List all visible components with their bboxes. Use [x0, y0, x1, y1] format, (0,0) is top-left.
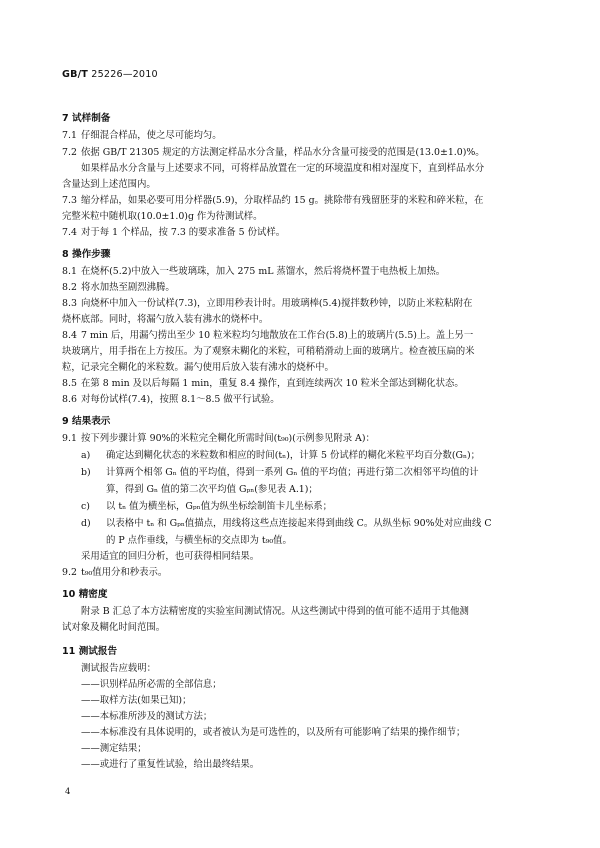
list-text-line: 的 P 点作垂线，与横坐标的交点即为 t₉₀值。: [106, 535, 292, 546]
clause-8-5: [62, 378, 464, 389]
clause-7-4: [62, 227, 285, 238]
clause-text-line: 块玻璃片，用手指在上方按压。为了观察未糊化的米粒，可稍稍滑动上面的玻璃片。检查被压扁的米: [62, 346, 475, 357]
page-number: 4: [65, 787, 71, 797]
clause-text: 对每份试样(7.4)，按照 8.1～8.5 做平行试验。: [81, 394, 280, 405]
section-8-title: 8 操作步骤: [62, 249, 111, 260]
clause-9-1: [62, 433, 375, 444]
clause-9-2: [62, 567, 167, 578]
clause-7-1: [62, 130, 222, 141]
list-item: ——本标准所涉及的测试方法；: [81, 711, 213, 722]
clause-text: 7 min 后，用漏勺捞出至少 10 粒米粒均匀地散放在工作台(5.8)上的玻璃片(5.5)上。盖上另一: [81, 330, 474, 341]
standard-header: [62, 69, 158, 80]
clause-number: 9.1: [62, 433, 77, 444]
clause-number: 9.2: [62, 567, 77, 578]
list-item-d: [81, 518, 492, 529]
section-9-title: 9 结果表示: [62, 416, 111, 427]
clause-text: 仔细混合样品，使之尽可能均匀。: [81, 130, 222, 141]
clause-text-line: 完整米粒中随机取(10.0±1.0)g 作为待测试样。: [62, 211, 263, 222]
list-label: a): [81, 450, 91, 461]
clause-text: 对于每 1 个样品，按 7.3 的要求准备 5 份试样。: [81, 227, 286, 238]
clause-8-3: [62, 298, 472, 309]
clause-text: 将水加热至剧烈沸腾。: [81, 282, 175, 293]
list-label: d): [81, 518, 91, 529]
clause-text: t₉₀值用分和秒表示。: [81, 567, 168, 578]
clause-8-1: [62, 266, 445, 277]
list-item-c: [81, 501, 332, 512]
list-label: c): [81, 501, 90, 512]
list-item: ——或进行了重复性试验，给出最终结果。: [81, 759, 260, 770]
clause-number: 8.1: [62, 266, 77, 277]
clause-text: 在烧杯(5.2)中放入一些玻璃珠，加入 275 mL 蒸馏水，然后将烧杯置于电热板上加热。: [81, 266, 446, 277]
clause-text: 在第 8 min 及以后每隔 1 min，重复 8.4 操作，直到连续两次 10 粒米全部达到糊化状态。: [81, 378, 464, 389]
section-10-title: 10 精密度: [62, 589, 108, 600]
paragraph-line: 测试报告应载明：: [81, 663, 157, 674]
section-11-title: 11 测试报告: [62, 646, 118, 657]
paragraph-line: 附录 B 汇总了本方法精密度的实验室间测试情况。从这些测试中得到的值可能不适用于其他测: [81, 606, 469, 617]
paragraph-line: 试对象及糊化时间范围。: [62, 622, 166, 633]
list-item: ——测定结果；: [81, 743, 147, 754]
clause-text: 向烧杯中加入一份试样(7.3)，立即用秒表计时。用玻璃棒(5.4)搅拌数秒钟，以防止米粒粘附在: [81, 298, 473, 309]
section-7-title: 7 试样制备: [62, 113, 111, 124]
clause-text-line: 含量达到上述范围内。: [62, 179, 156, 190]
clause-7-2: [62, 147, 485, 158]
clause-number: 8.2: [62, 282, 77, 293]
clause-text: 依据 GB/T 21305 规定的方法测定样品水分含量，样品水分含量可接受的范围是(13.0±1.0)%。: [81, 147, 485, 158]
list-text-line: 算，得到 Gₙ 值的第二次平均值 Gₚₙ(参见表 A.1)；: [106, 484, 318, 495]
list-item: ——本标准没有具体说明的，或者被认为是可选性的，以及所有可能影响了结果的操作细节；: [81, 727, 466, 738]
clause-8-6: [62, 394, 280, 405]
list-text: 以 tₙ 值为横坐标，Gₚₙ值为纵坐标绘制笛卡儿坐标系；: [106, 501, 332, 512]
clause-text: 按下列步骤计算 90%的米粒完全糊化所需时间(t₉₀)(示例参见附录 A)：: [81, 433, 375, 444]
clause-number: 7.1: [62, 130, 77, 141]
clause-8-4: [62, 330, 473, 341]
clause-number: 7.4: [62, 227, 77, 238]
list-item: ——识别样品所必需的全部信息；: [81, 679, 222, 690]
clause-8-2: [62, 282, 175, 293]
clause-text-line: 烧杯底部。同时，将漏勺放入装有沸水的烧杯中。: [62, 314, 269, 325]
list-text: 确定达到糊化状态的米粒数和相应的时间(tₙ)，计算 5 份试样的糊化米粒平均百分数(Gₙ)；: [106, 450, 481, 461]
list-text: 计算两个相邻 Gₙ 值的平均值，得到一系列 Gₙ 值的平均值；再进行第二次相邻平均值的计: [106, 467, 479, 478]
list-item: ——取样方法(如果已知)；: [81, 695, 192, 706]
clause-number: 8.6: [62, 394, 77, 405]
clause-note: 采用适宜的回归分析，也可获得相同结果。: [81, 551, 260, 562]
clause-number: 8.3: [62, 298, 77, 309]
standard-code: GB/T: [62, 69, 89, 80]
clause-number: 8.5: [62, 378, 77, 389]
clause-text-line: 粒，记录完全糊化的米粒数。漏勺使用后放入装有沸水的烧杯中。: [62, 362, 334, 373]
clause-number: 7.3: [62, 195, 77, 206]
clause-7-3: [62, 195, 483, 206]
clause-number: 7.2: [62, 147, 77, 158]
clause-text-line: 如果样品水分含量与上述要求不同，可将样品放置在一定的环境温度和相对湿度下，直到样品水分: [81, 163, 485, 174]
list-label: b): [81, 467, 91, 478]
list-item-a: [81, 450, 480, 461]
list-item-b: [81, 467, 479, 478]
list-text: 以表格中 tₙ 和 Gₚₙ值描点，用线将这些点连接起来得到曲线 C。从纵坐标 90%处对应曲线 C: [106, 518, 492, 529]
clause-text: 缩分样品，如果必要可用分样器(5.9)，分取样品约 15 g。挑除带有残留胚芽的米粒和碎米粒，在: [81, 195, 484, 206]
standard-number: 25226—2010: [91, 69, 158, 80]
clause-number: 8.4: [62, 330, 77, 341]
